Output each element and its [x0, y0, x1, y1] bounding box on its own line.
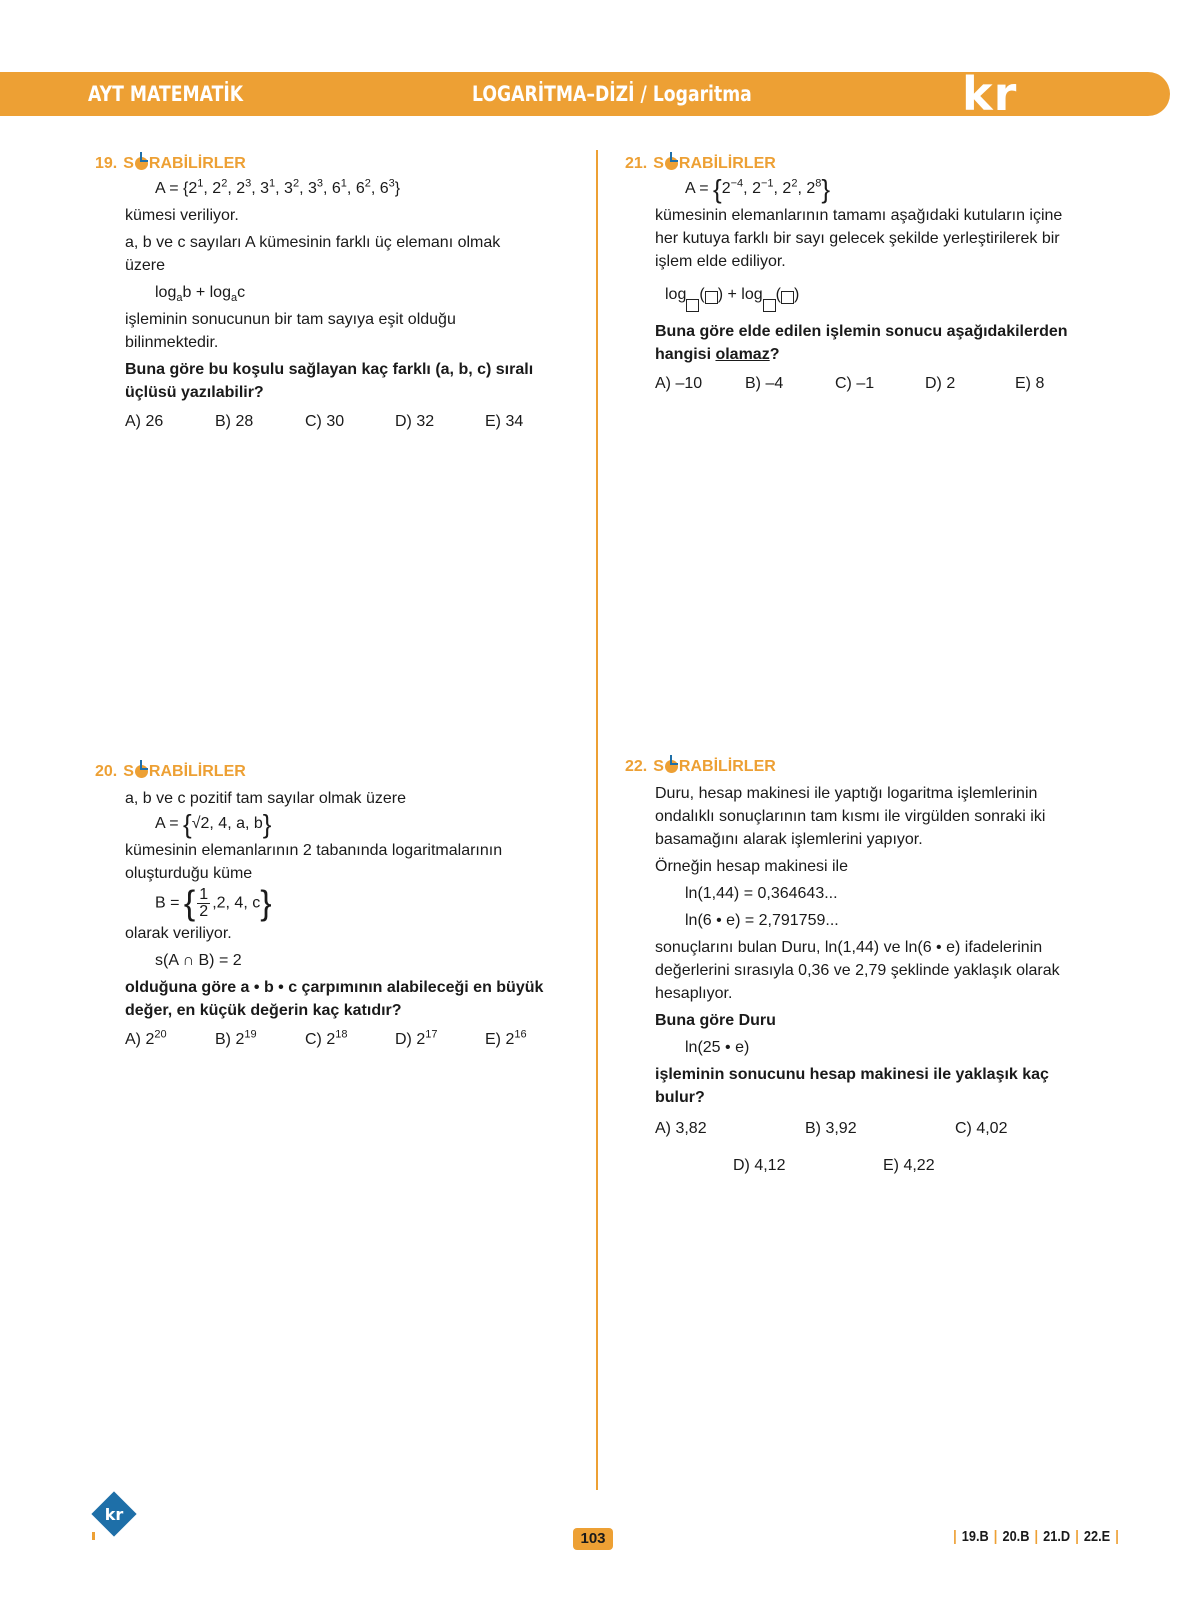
answer-options — [625, 372, 1125, 395]
badge-label-rest: RABİLİRLER — [678, 758, 776, 775]
text-line: bilinmektedir. — [125, 334, 219, 351]
question-header — [95, 152, 575, 175]
text-line: Örneğin hesap makinesi ile — [655, 858, 848, 875]
question-header — [95, 760, 575, 783]
text-line: sonuçlarını bulan Duru, ln(1,44) ve ln(6 • e) ifadelerinin — [655, 939, 1043, 956]
answer-key-item: 20.B — [1002, 1528, 1030, 1545]
question-number: 20. — [95, 763, 118, 780]
badge-label-rest: RABİLİRLER — [148, 155, 246, 172]
option-d[interactable]: D) 2 — [925, 375, 956, 392]
sorabilirler-icon — [135, 765, 148, 778]
sorabilirler-icon — [135, 157, 148, 170]
text-line: değerlerini sırasıyla 0,36 ve 2,79 şeklinde yaklaşık olarak — [655, 962, 1060, 979]
page-number: 103 — [573, 1528, 613, 1550]
text-line: basamağını alarak işlemlerini yapıyor. — [655, 831, 923, 848]
question-prompt: Buna göre elde edilen işlemin sonucu aşağıdakilerden — [655, 323, 1068, 340]
set-a: A = {√2, 4, a, b} — [155, 808, 272, 839]
question-19 — [95, 152, 575, 433]
publisher-logo — [962, 67, 1170, 173]
answer-options — [95, 410, 575, 433]
empty-box — [763, 299, 776, 312]
sorabilirler-icon — [665, 157, 678, 170]
option-c[interactable]: C) 4,02 — [955, 1120, 1008, 1137]
text-line: işlem elde ediliyor. — [655, 253, 786, 270]
answer-options — [95, 1028, 575, 1051]
underlined-word: olamaz — [715, 346, 770, 363]
fraction: $\frac{1}{2}$ — [199, 886, 209, 920]
set-a: $A = \{2^{-4}$, $2^{-1}$, $2^2$, $2^8$} — [685, 173, 831, 204]
question-header — [625, 755, 1125, 778]
text-line: a, b ve c sayıları A kümesinin farklı üç elemanı olmak — [125, 234, 501, 251]
text-line: işleminin sonucunun bir tam sayıya eşit olduğu — [125, 311, 456, 328]
question-prompt: üçlüsü yazılabilir? — [125, 384, 264, 401]
question-prompt: işleminin sonucunu hesap makinesi ile yaklaşık kaç — [655, 1066, 1049, 1083]
option-e[interactable]: E) $2^{16}$ — [485, 1028, 527, 1048]
answer-options-row1 — [625, 1117, 1125, 1140]
question-prompt: Buna göre bu koşulu sağlayan kaç farklı (a, b, c) sıralı — [125, 361, 534, 378]
option-e[interactable]: E) 8 — [1015, 375, 1045, 392]
answer-key-item: 22.E — [1083, 1528, 1111, 1545]
example-line: ln(6 • e) = 2,791759... — [685, 912, 839, 929]
logo-text: kr twins — [962, 67, 1108, 173]
column-divider — [596, 150, 598, 1490]
badge-label: S — [653, 758, 664, 775]
expression: ln(25 • e) — [685, 1039, 750, 1056]
condition: s(A ∩ B) = 2 — [155, 952, 242, 969]
question-prompt: Buna göre Duru — [655, 1012, 776, 1029]
empty-box — [705, 291, 718, 304]
text-line: ondalıklı sonuçlarının tam kısmı ile virgülden sonraki iki — [655, 808, 1046, 825]
text-line: üzere — [125, 257, 166, 274]
option-b[interactable]: B) $2^{19}$ — [215, 1028, 257, 1048]
option-a[interactable]: A) 3,82 — [655, 1120, 707, 1137]
question-number: 22. — [625, 758, 648, 775]
text-line: Duru, hesap makinesi ile yaptığı logaritma işlemlerinin — [655, 785, 1038, 802]
text-line: olarak veriliyor. — [125, 925, 232, 942]
option-b[interactable]: B) 28 — [215, 413, 254, 430]
box-expression: log ( ) + log ( ) — [625, 283, 1125, 306]
text-line: kümesinin elemanlarının tamamı aşağıdaki kutuların içine — [655, 207, 1063, 224]
text-line: a, b ve c pozitif tam sayılar olmak üzere — [125, 790, 406, 807]
topic-title: LOGARİTMA–DİZİ / Logaritma — [472, 82, 752, 106]
badge-label: S — [123, 155, 134, 172]
text-line: her kutuya farklı bir sayı gelecek şekilde yerleştirilerek bir — [655, 230, 1060, 247]
answer-options-row2 — [625, 1154, 1125, 1177]
option-a[interactable]: A) 26 — [125, 413, 164, 430]
empty-box — [686, 299, 699, 312]
option-b[interactable]: B) 3,92 — [805, 1120, 857, 1137]
example-line: ln(1,44) = 0,364643... — [685, 885, 838, 902]
question-number: 21. — [625, 155, 648, 172]
empty-box — [781, 291, 794, 304]
text-line: kümesi veriliyor. — [125, 207, 239, 224]
question-prompt: olduğuna göre a • b • c çarpımının alabileceği en büyük — [125, 979, 544, 996]
text-line: oluşturduğu küme — [125, 865, 253, 882]
option-d[interactable]: D) 32 — [395, 413, 435, 430]
svg-text:kr: kr — [104, 1505, 124, 1524]
question-prompt: hangisi olamaz? — [655, 346, 780, 363]
option-c[interactable]: C) $2^{18}$ — [305, 1028, 348, 1048]
option-d[interactable]: D) $2^{17}$ — [395, 1028, 438, 1048]
option-c[interactable]: C) 30 — [305, 413, 345, 430]
option-a[interactable]: A) $2^{20}$ — [125, 1028, 167, 1048]
badge-label: S — [653, 155, 664, 172]
badge-label-rest: RABİLİRLER — [148, 763, 246, 780]
option-e[interactable]: E) 4,22 — [883, 1157, 935, 1174]
option-e[interactable]: E) 34 — [485, 413, 524, 430]
answer-key-item: 21.D — [1043, 1528, 1071, 1545]
set-a: $A = \{2^1$, $2^2$, $2^3$, $3^1$, $3^2$, $3^3$, $6^1$, $6^2$, $6^3$} — [155, 177, 401, 197]
sorabilirler-icon — [665, 760, 678, 773]
badge-label: S — [123, 763, 134, 780]
subject-title: AYT MATEMATİK — [88, 82, 244, 106]
question-header — [625, 152, 1125, 175]
text-line: kümesinin elemanlarının 2 tabanında logaritmalarının — [125, 842, 503, 859]
question-prompt: bulur? — [655, 1089, 705, 1106]
answer-key-item: 19.B — [961, 1528, 989, 1545]
question-prompt: değer, en küçük değerin kaç katıdır? — [125, 1002, 402, 1019]
question-21 — [625, 152, 1125, 395]
question-22 — [625, 755, 1125, 1177]
log-expression: $\log_ab + \log_ac$ — [155, 284, 246, 305]
question-20 — [95, 760, 575, 1051]
option-a[interactable]: A) –10 — [655, 375, 703, 392]
badge-label-rest: RABİLİRLER — [678, 155, 776, 172]
option-c[interactable]: C) –1 — [835, 375, 875, 392]
option-d[interactable]: D) 4,12 — [733, 1157, 786, 1174]
answer-key: | 19.B | 20.B | 21.D | 22.E | — [953, 1528, 1119, 1545]
question-number: 19. — [95, 155, 118, 172]
text-line: hesaplıyor. — [655, 985, 733, 1002]
option-b[interactable]: B) –4 — [745, 375, 784, 392]
kr-logo-icon — [88, 1490, 132, 1534]
set-b: B = { $\frac{1}{2}$ ,2, 4, c} — [155, 884, 272, 923]
